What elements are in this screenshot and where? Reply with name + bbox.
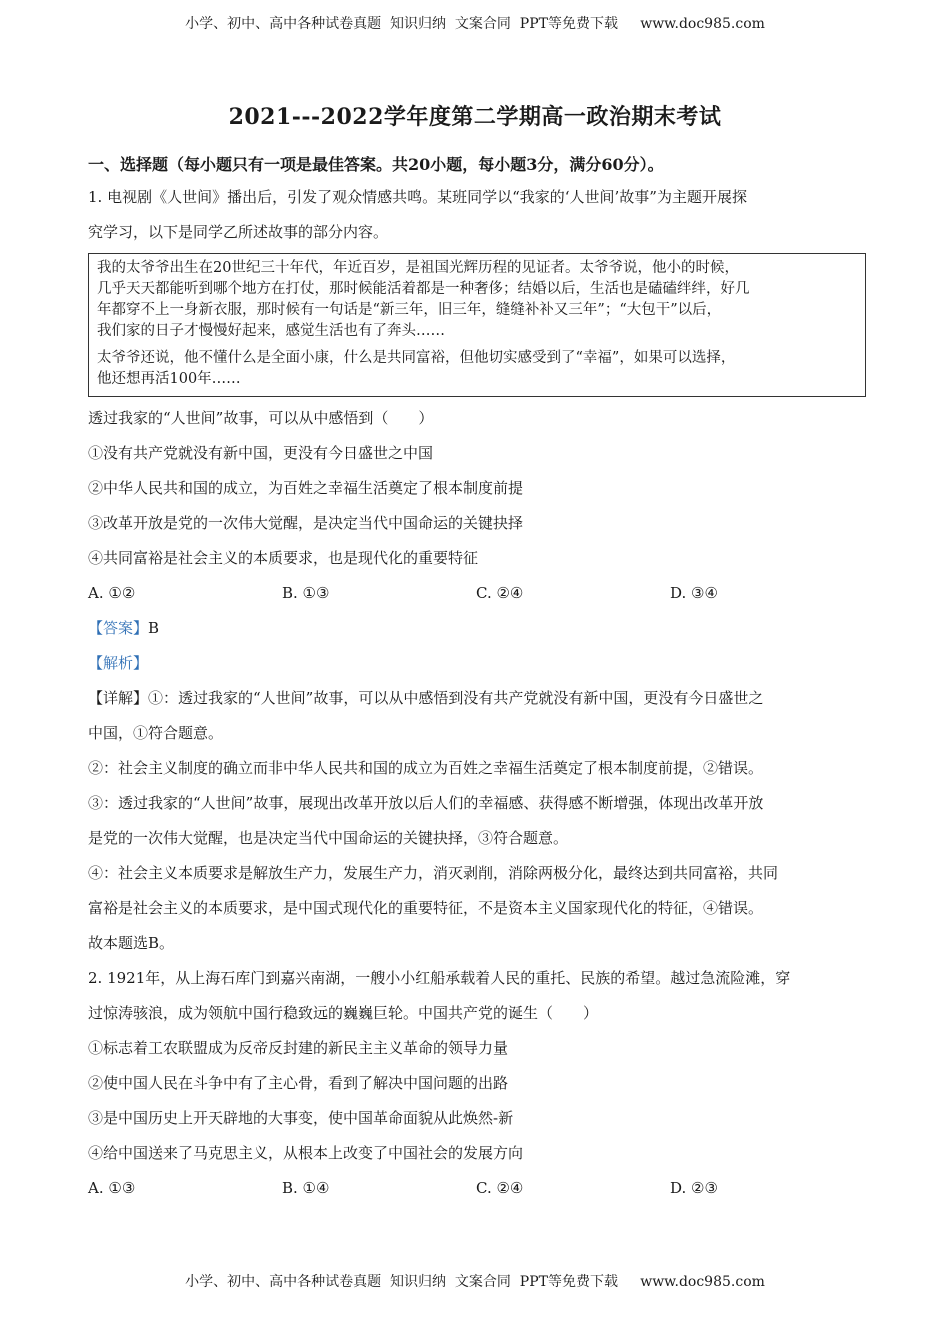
q1-box-line: 太爷爷还说，他不懂什么是全面小康，什么是共同富裕，但他切实感受到了“幸福”，如果可以选择， [97,350,736,366]
question-2 [88,961,866,1206]
detail-text: ①：透过我家的“人世间”故事，可以从中感悟到没有共产党就没有新中国，更没有今日盛世之 [148,689,764,707]
q1-box-line: 几乎天天都能听到哪个地方在打仗，那时候能活着都是一种奢侈；结婚以后，生活也是磕磕绊绊，好几 [97,281,750,297]
q1-detail-line: 中国，①符合题意。 [88,724,224,742]
q1-option-b: B. ①③ [282,584,330,602]
q1-box-line: 他还想再活100年…… [97,371,241,387]
q1-story-box [88,253,866,397]
q1-stem-line-2: 究学习，以下是同学乙所述故事的部分内容。 [88,223,389,241]
q2-option-a: A. ①③ [88,1179,136,1197]
q2-stem-line-2: 过惊涛骇浪，成为领航中国行稳致远的巍巍巨轮。中国共产党的诞生（ ） [88,1004,599,1022]
q2-options [88,1171,866,1206]
q1-item: ③改革开放是党的一次伟大觉醒，是决定当代中国命运的关键抉择 [88,514,524,532]
q1-item: ④共同富裕是社会主义的本质要求，也是现代化的重要特征 [88,549,479,567]
q1-item: ②中华人民共和国的成立，为百姓之幸福生活奠定了根本制度前提 [88,479,524,497]
section-heading: 一、选择题（每小题只有一项是最佳答案。共20小题，每小题3分，满分60分）。 [88,155,664,174]
q1-answer [88,611,866,646]
q1-detail-line [88,681,866,716]
exam-content [88,150,866,1206]
question-1 [88,180,866,961]
analysis-tag: 【解析】 [88,654,149,672]
q1-question: 透过我家的“人世间”故事，可以从中感悟到（ ） [88,409,434,427]
q1-detail-line: ②：社会主义制度的确立而非中华人民共和国的成立为百姓之幸福生活奠定了根本制度前提，②错误。 [88,759,764,777]
q1-option-d: D. ③④ [670,584,718,602]
q2-option-b: B. ①④ [282,1179,330,1197]
q2-item: ②使中国人民在斗争中有了主心骨，看到了解决中国问题的出路 [88,1074,509,1092]
q1-stem-line-1: 1. 电视剧《人世间》播出后，引发了观众情感共鸣。某班同学以“我家的‘人世间’故事”为主题开展探 [88,188,747,206]
answer-value: B [148,619,160,637]
page-footer: 小学、初中、高中各种试卷真题 知识归纳 文案合同 PPT等免费下载 www.doc985.com [185,1274,765,1290]
q2-stem-line-1: 2. 1921年，从上海石库门到嘉兴南湖，一艘小小红船承载着人民的重托、民族的希望。越过急流险滩，穿 [88,969,791,987]
q2-option-d: D. ②③ [670,1179,718,1197]
answer-tag: 【答案】 [88,619,149,637]
q2-item: ③是中国历史上开天辟地的大事变，使中国革命面貌从此焕然-新 [88,1109,514,1127]
q1-box-line: 年都穿不上一身新衣服，那时候有一句话是“新三年，旧三年，缝缝补补又三年”；“大包干”以后， [97,302,722,318]
q1-analysis-heading [88,646,866,681]
page-header: 小学、初中、高中各种试卷真题 知识归纳 文案合同 PPT等免费下载 www.doc985.com [185,16,765,32]
q1-detail-line: ④：社会主义本质要求是解放生产力，发展生产力，消灭剥削，消除两极分化，最终达到共同富裕，共同 [88,864,779,882]
q2-option-c: C. ②④ [476,1179,524,1197]
q2-item: ①标志着工农联盟成为反帝反封建的新民主主义革命的领导力量 [88,1039,509,1057]
q1-options [88,576,866,611]
q1-detail-line: ③：透过我家的“人世间”故事，展现出改革开放以后人们的幸福感、获得感不断增强，体现出改革开放 [88,794,764,812]
q1-conclusion: 故本题选B。 [88,934,175,952]
q1-option-c: C. ②④ [476,584,524,602]
detail-tag: 【详解】 [88,689,149,707]
q1-box-line: 我们家的日子才慢慢好起来，感觉生活也有了奔头…… [97,323,445,339]
q1-detail-line: 是党的一次伟大觉醒，也是决定当代中国命运的关键抉择，③符合题意。 [88,829,569,847]
q2-item: ④给中国送来了马克思主义，从根本上改变了中国社会的发展方向 [88,1144,524,1162]
exam-title: 2021---2022学年度第二学期高一政治期末考试 [228,104,722,130]
q1-box-line: 我的太爷爷出生在20世纪三十年代，年近百岁，是祖国光辉历程的见证者。太爷爷说，他小的时候， [97,260,739,276]
q1-option-a: A. ①② [88,584,136,602]
q1-item: ①没有共产党就没有新中国，更没有今日盛世之中国 [88,444,434,462]
q1-detail-line: 富裕是社会主义的本质要求，是中国式现代化的重要特征，不是资本主义国家现代化的特征，④错误。 [88,899,764,917]
